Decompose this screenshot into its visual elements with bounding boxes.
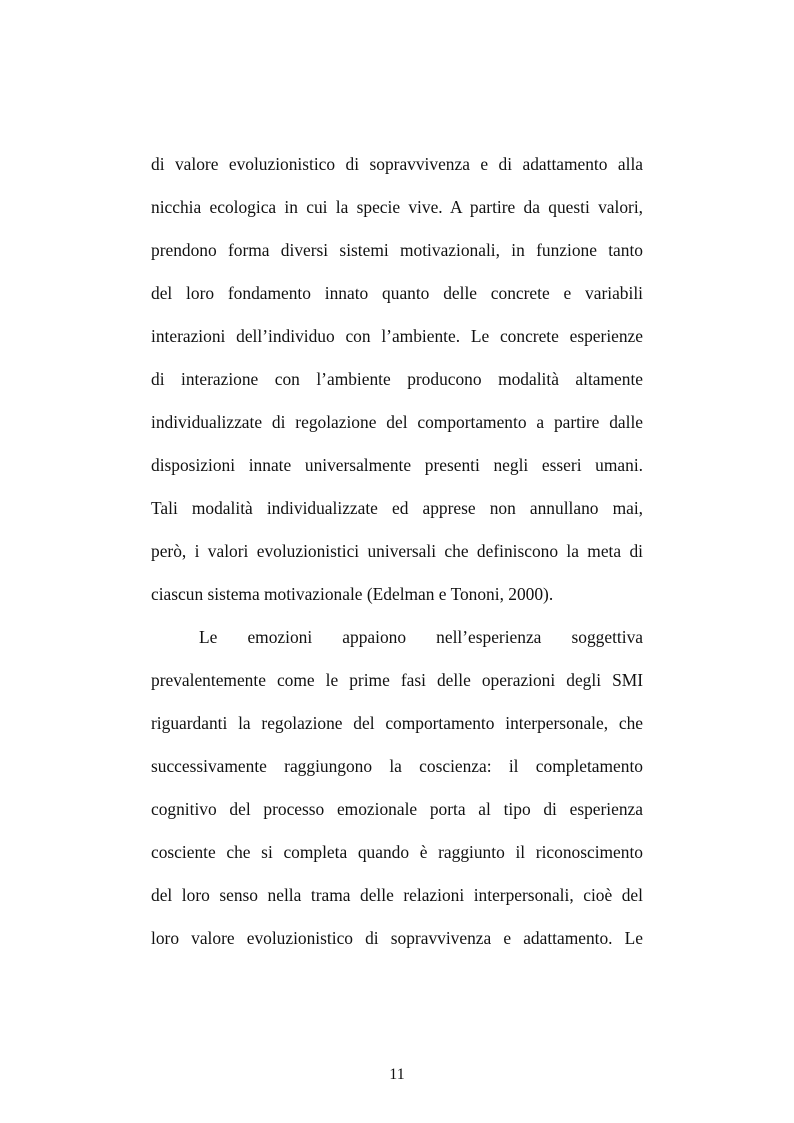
text-line: successivamente raggiungono la coscienza: il completamento [151,756,643,776]
text-line: però, i valori evoluzionistici universali che definiscono la meta di [151,541,643,561]
text-line: riguardanti la regolazione del comportamento interpersonale, che [151,713,643,733]
paragraph-2 [151,616,643,960]
text-line: Le emozioni appaiono nell’esperienza soggettiva [199,627,643,647]
page-number: 11 [389,1066,405,1083]
text-line: prendono forma diversi sistemi motivazionali, in funzione tanto [151,240,643,260]
text-line: prevalentemente come le prime fasi delle operazioni degli SMI [151,670,643,690]
body-text [151,143,643,960]
text-line: di valore evoluzionistico di sopravvivenza e di adattamento alla [151,154,643,174]
text-line: nicchia ecologica in cui la specie vive. A partire da questi valori, [151,197,643,217]
text-line: di interazione con l’ambiente producono modalità altamente [151,369,643,389]
text-line: del loro senso nella trama delle relazioni interpersonali, cioè del [151,885,643,905]
text-line: interazioni dell’individuo con l’ambiente. Le concrete esperienze [151,326,643,346]
text-line: ciascun sistema motivazionale (Edelman e Tononi, 2000). [151,584,554,604]
text-line: loro valore evoluzionistico di sopravvivenza e adattamento. Le [151,928,643,948]
text-line: cognitivo del processo emozionale porta al tipo di esperienza [151,799,643,819]
paragraph-1 [151,143,643,616]
text-line: cosciente che si completa quando è raggiunto il riconoscimento [151,842,643,862]
text-line: individualizzate di regolazione del comportamento a partire dalle [151,412,643,432]
text-line: Tali modalità individualizzate ed apprese non annullano mai, [151,498,643,518]
text-line: del loro fondamento innato quanto delle concrete e variabili [151,283,643,303]
text-line: disposizioni innate universalmente presenti negli esseri umani. [151,455,643,475]
